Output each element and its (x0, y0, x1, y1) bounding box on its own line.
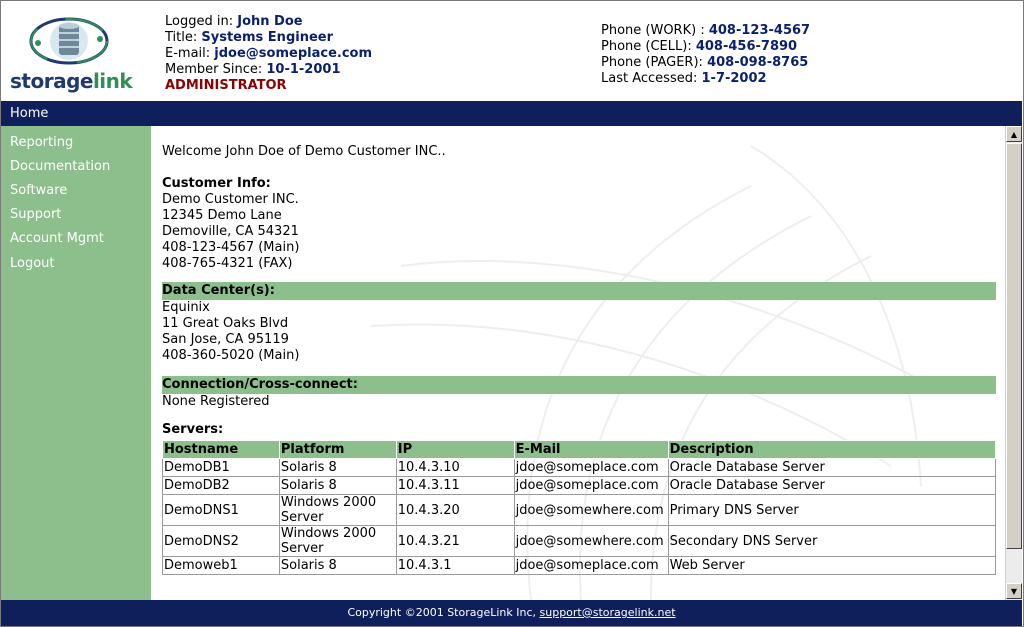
cell-email: jdoe@someplace.com (514, 557, 668, 575)
member-since-value: 10-1-2001 (266, 62, 341, 77)
phone-work-value: 408-123-4567 (708, 23, 811, 38)
scroll-thumb[interactable] (1006, 143, 1022, 549)
member-since-label: Member Since: (165, 62, 263, 77)
datacenter-line: Equinix (162, 300, 210, 315)
servers-table (162, 440, 996, 575)
phone-cell-value: 408-456-7890 (695, 39, 798, 54)
cell-ip: 10.4.3.1 (396, 557, 514, 575)
cell-email: jdoe@someplace.com (514, 459, 668, 477)
customer-line: Demo Customer INC. (162, 192, 299, 207)
cell-hostname: DemoDB1 (163, 459, 280, 477)
logged-in-value: John Doe (237, 14, 303, 29)
phone-cell-label: Phone (CELL): (601, 39, 692, 54)
footer (1, 600, 1022, 626)
table-row (163, 557, 996, 575)
cell-description: Primary DNS Server (668, 495, 995, 526)
arrow-up-icon: ▲ (1010, 129, 1018, 139)
storagelink-logo (7, 13, 152, 93)
table-row (163, 459, 996, 477)
logo-text-link: link (92, 69, 133, 93)
scroll-down-button[interactable] (1006, 583, 1022, 599)
cell-ip: 10.4.3.21 (396, 526, 514, 557)
table-row (163, 477, 996, 495)
cell-hostname: DemoDB2 (163, 477, 280, 495)
connection-value: None Registered (162, 394, 270, 409)
datacenter-heading: Data Center(s): (162, 282, 996, 300)
connection-heading: Connection/Cross-connect: (162, 376, 996, 394)
copyright-text: Copyright ©2001 StorageLink Inc, (347, 606, 540, 619)
cell-description: Secondary DNS Server (668, 526, 995, 557)
table-row (163, 495, 996, 526)
cell-email: jdoe@somewhere.com (514, 495, 668, 526)
cell-email: jdoe@somewhere.com (514, 526, 668, 557)
support-email-link[interactable]: support@storagelink.net (539, 606, 676, 619)
table-row (163, 526, 996, 557)
email-value: jdoe@someplace.com (214, 46, 373, 61)
email-label: E-mail: (165, 46, 211, 61)
title-label: Title: (165, 30, 198, 45)
datacenter-line: San Jose, CA 95119 (162, 332, 289, 347)
last-accessed-value: 1-7-2002 (701, 71, 767, 86)
datacenter-line: 11 Great Oaks Blvd (162, 316, 289, 331)
top-nav-bar (1, 101, 1022, 126)
column-header-description: Description (668, 441, 995, 459)
cell-email: jdoe@someplace.com (514, 477, 668, 495)
cell-platform: Solaris 8 (279, 459, 396, 477)
nav-home-link[interactable]: Home (10, 106, 49, 121)
content-body (162, 144, 996, 575)
sidebar-item-support[interactable]: Support (10, 207, 62, 222)
cell-platform: Solaris 8 (279, 477, 396, 495)
cell-description: Web Server (668, 557, 995, 575)
logo-wordmark (10, 69, 132, 93)
sidebar-item-reporting[interactable]: Reporting (10, 135, 74, 150)
logged-in-label: Logged in: (165, 14, 234, 29)
cell-ip: 10.4.3.20 (396, 495, 514, 526)
welcome-text: Welcome John Doe of Demo Customer INC.. (162, 144, 446, 159)
phone-pager-label: Phone (PAGER): (601, 55, 703, 70)
customer-line: 408-123-4567 (Main) (162, 240, 300, 255)
database-globe-icon (7, 13, 152, 69)
sidebar-item-documentation[interactable]: Documentation (10, 159, 111, 174)
datacenter-line: 408-360-5020 (Main) (162, 348, 300, 363)
cell-platform: Windows 2000 Server (279, 526, 396, 557)
cell-platform: Solaris 8 (279, 557, 396, 575)
cell-ip: 10.4.3.11 (396, 477, 514, 495)
scroll-up-button[interactable] (1006, 126, 1022, 142)
column-header-email: E-Mail (514, 441, 668, 459)
cell-platform: Windows 2000 Server (279, 495, 396, 526)
servers-heading: Servers: (162, 422, 224, 437)
phone-work-label: Phone (WORK) : (601, 23, 705, 38)
phone-pager-value: 408-098-8765 (707, 55, 809, 70)
cell-ip: 10.4.3.10 (396, 459, 514, 477)
column-header-ip: IP (396, 441, 514, 459)
sidebar-item-account-mgmt[interactable]: Account Mgmt (10, 231, 104, 246)
sidebar-item-software[interactable]: Software (10, 183, 68, 198)
role-badge: ADMINISTRATOR (165, 78, 287, 93)
customer-line: 408-765-4321 (FAX) (162, 256, 293, 271)
customer-info-heading: Customer Info: (162, 176, 271, 191)
cell-hostname: DemoDNS1 (163, 495, 280, 526)
vertical-scrollbar[interactable] (1005, 126, 1022, 600)
cell-hostname: DemoDNS2 (163, 526, 280, 557)
customer-line: Demoville, CA 54321 (162, 224, 299, 239)
sidebar-item-logout[interactable]: Logout (10, 256, 55, 271)
cell-hostname: Demoweb1 (163, 557, 280, 575)
logo-text-storage: storage (10, 69, 93, 93)
user-info (165, 14, 372, 94)
customer-line: 12345 Demo Lane (162, 208, 282, 223)
main-content (151, 126, 1005, 600)
column-header-hostname: Hostname (163, 441, 280, 459)
arrow-down-icon: ▼ (1010, 586, 1018, 596)
title-value: Systems Engineer (201, 30, 334, 45)
cell-description: Oracle Database Server (668, 459, 995, 477)
sidebar (1, 126, 151, 600)
cell-description: Oracle Database Server (668, 477, 995, 495)
header (1, 1, 1022, 101)
column-header-platform: Platform (279, 441, 396, 459)
table-header-row (163, 441, 996, 459)
last-accessed-label: Last Accessed: (601, 71, 698, 86)
contact-info (601, 23, 810, 87)
